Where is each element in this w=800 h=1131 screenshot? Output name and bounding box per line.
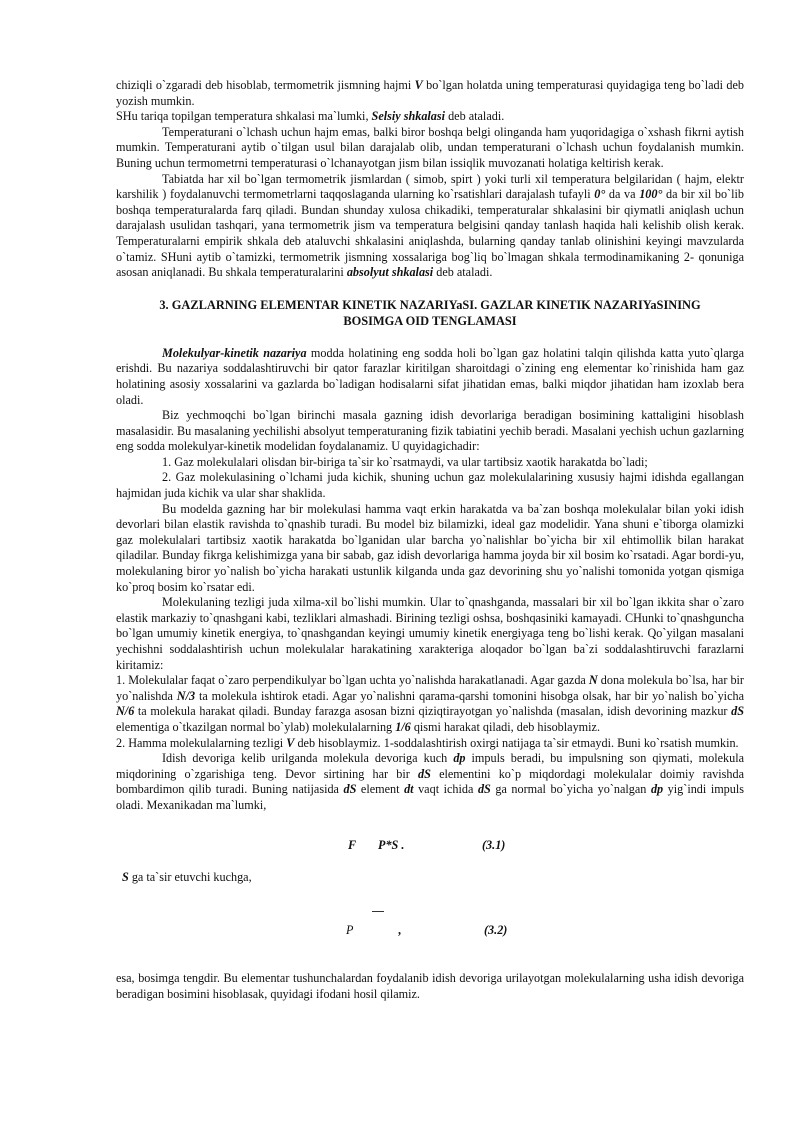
heading-line-2: BOSIMGA OID TENGLAMASI <box>343 313 517 328</box>
term-selsiy: Selsiy shkalasi <box>371 109 446 124</box>
paragraph-1 <box>116 78 744 109</box>
text: da va <box>605 187 640 202</box>
text: ga normal bo`yicha yo`nalgan <box>490 782 651 797</box>
text: modda holatining eng sodda holi bo`lgan gaz holatini talqin qilishda katta yuto`qlarga erishdi. Bu nazariya soddalashtiruvchi bir qator farazlar kiritilgan sharoitdagi o`zining eng elementar ko`rinishida ham gaz holatining asosiy xossalarini va gazlarda bo`ladigan hodisalarni sifat jihatidan emas, balki miqdor jihatidan ham izoxlab bera oladi. <box>116 345 744 407</box>
paragraph-10: esa, bosimga tengdir. Bu elementar tushunchalardan foydalanib idish devoriga urilayotgan molekulalarning usha idish devoriga beradigan bosimini hisoblasak, quyidagi ifodani hosil qilamiz. <box>116 971 744 1001</box>
symbol-100deg: 100° <box>639 187 663 202</box>
eq-rhs: P*S . <box>378 837 405 852</box>
s-line <box>116 870 744 886</box>
symbol-16: 1/6 <box>395 719 411 734</box>
text: deb hisoblaymiz. 1-soddalashtirish oxirgi natijaga ta`sir etmaydi. Buni ko`rsatish mumkin. <box>294 735 739 750</box>
text: deb ataladi. <box>433 265 493 280</box>
equation-number: (3.1) <box>482 837 506 852</box>
eq-lhs: P <box>346 923 354 938</box>
text: ga ta`sir etuvchi kuchga, <box>128 869 252 884</box>
term-absolyut: absolyut shkalasi <box>346 265 434 280</box>
text: ta molekula harakat qiladi. Bunday farazga asosan bizni qiziqtirayotgan yo`nalishda (masalan, idish devorining mazkur <box>134 704 732 719</box>
text: qismi harakat qiladi, deb hisoblaymiz. <box>410 719 600 734</box>
list-item-1: 1. Gaz molekulalari olisdan bir-biriga ta`sir ko`rsatmaydi, va ular tartibsiz xaotik harakatda bo`ladi; <box>162 454 648 469</box>
text: vaqt ichida <box>413 782 478 797</box>
document-page <box>116 78 744 1002</box>
text: elementiga o`tkazilgan normal bo`ylab) molekulalarning <box>116 719 396 734</box>
paragraph-3: Temperaturani o`lchash uchun hajm emas, balki biror boshqa belgi olinganda ham yuqoridagiga o`xshash fikrni aytish mumkin. Temperaturani aytib o`tilgan usul bilan darajalab olib, undan temperaturani o`lchash uchun foydalanish mumkin. Buning uchun termometrni temperaturasi o`lchanayotgan jism bilan issiqlik muvozanati holatiga keltirish kerak. <box>116 124 744 170</box>
paragraph-9 <box>116 751 744 813</box>
list-item-2: 2. Gaz molekulasining o`lchami juda kichik, shuning uchun gaz molekulalarining xususiy hajmi idishda egallangan hajmidan juda kichik va ular shar shaklida. <box>116 470 744 501</box>
text: elementini ko`p miqdordagi molekulalar doimiy ravishda bombardimon qilib turadi. Buning natijasida <box>116 766 744 797</box>
symbol-v: V <box>414 78 423 92</box>
symbol-n3: N/3 <box>176 688 196 703</box>
symbol-dp: dp <box>650 782 664 797</box>
text: ta molekula ishtirok etadi. Agar yo`nalishni qarama-qarshi tomonini hisobga olsak, har bir yo`nalish bo`yicha <box>195 688 744 703</box>
heading-line-1: 3. GAZLARNING ELEMENTAR KINETIK NAZARIYaSI. GAZLAR KINETIK NAZARIYaSINING <box>159 297 701 312</box>
text: dona molekula bo`lsa, har bir yo`nalishda <box>116 673 744 703</box>
symbol-n6: N/6 <box>116 704 135 719</box>
text: yig`indi impuls oladi. Mexanikadan ma`lumki, <box>116 782 745 812</box>
equation-3-2 <box>116 923 744 939</box>
eq-separator: , <box>398 923 402 938</box>
text: impuls beradi, bu impulsning son qiymati, molekula miqdorining o`zgarishiga teng. Devor sirtining har bir <box>116 751 744 781</box>
equation-number: (3.2) <box>484 923 508 938</box>
paragraph-7: Bu modelda gazning har bir molekulasi hamma vaqt erkin harakatda va ba`zan boshqa molekulalar bilan yoki idish devorlari bilan elastik ravishda to`qnashib turadi. Bu model biz bilamizki, ideal gaz modelidir. Yana shuni e`tiborga olamizki gaz molekulalari tartibsiz xaotik harakatda bo`lganidan ular barcha yo`nalishlar bo`yicha bir xil ehtimollik bilan harakat qiladilar. Bunday fikrga kelishimizga yana bir sabab, gaz idish devorlariga hamma joyda bir xil bosim ko`rsatadi. Agar bordi-yu, molekulaning biror yo`nalish bo`yicha harakati ustunlik kilganda unda gaz devorining shu yo`nalishi tomonida yotgan qismiga ko`proq bosim ko`rsatar edi. <box>116 501 744 594</box>
eq-lhs: F <box>348 837 357 852</box>
symbol-ds: dS <box>477 782 491 797</box>
section-heading <box>116 297 744 329</box>
term-mkn: Molekulyar-kinetik nazariya <box>162 345 307 360</box>
text: da bir xil bo`lib boshqa temperaturalarda farq qiladi. Bundan shunday xulosa chikadiki, temperaturalar shkalasini bir qiymatli aniqlash uchun darajalash usulidan tashqari, yana termometrik jism va temperatura belgisini qanday tanlash haqida hali kelishib olish kerak. Temperaturalarni empirik shkala deb ataluvchi shkalasini aniqlashda, bularning qanday tanlab olinishini keyingi mavzularda o`tamiz. SHuni aytib o`tamizki, termometrik jismning xossalariga bog`liq bo`lmagan shkala termodinamikaning 2- qonuniga asosan aniqlanadi. Bu shkala temperaturalarini <box>116 187 744 280</box>
text: element <box>356 782 405 797</box>
symbol-ds: dS <box>343 782 357 797</box>
text: 1. Molekulalar faqat o`zaro perpendikulyar bo`lgan uchta yo`nalishda harakatlanadi. Agar gazda <box>116 673 589 688</box>
symbol-s: S <box>122 869 129 884</box>
text: bo`lgan holatda uning temperaturasi quyidagiga teng bo`ladi deb yozish mumkin. <box>116 78 744 108</box>
equation-3-1 <box>116 838 744 854</box>
text: deb ataladi. <box>445 109 505 124</box>
paragraph-8: Molekulaning tezligi juda xilma-xil bo`lishi mumkin. Ular to`qnashganda, massalari bir xil bo`lgan ikkita shar o`zaro elastik markaziy to`qnashgani kabi, tezliklari almashadi. Birining tezligi oshsa, boshqasiniki kamayadi. CHunki to`qnashguncha bo`lgan umumiy kinetik energiya, to`qnashgandan keyingi umumiy kinetik energiyaga teng bo`lishi kerak. Qo`yilgan masalani yechishni soddalashtirish uchun molekulalar harakatining xarakteriga aloqador bo`lgan ba`zi soddalashtiruvchi farazlarni kiritamiz: <box>116 595 744 672</box>
fraction-bar <box>372 911 384 912</box>
symbol-v: V <box>286 735 295 750</box>
symbol-dp: dp <box>453 751 466 766</box>
assumption-2 <box>116 736 744 752</box>
text: Idish devoriga kelib urilganda molekula devoriga kuch <box>162 751 454 766</box>
text: chiziqli o`zgaradi deb hisoblab, termometrik jismning hajmi <box>116 78 415 92</box>
symbol-n: N <box>588 673 598 688</box>
paragraph-6: Biz yechmoqchi bo`lgan birinchi masala gazning idish devorlariga beradigan bosimining kattaligini hisoblash masalasidir. Bu masalaning yechilishi absolyut temperaturaning fizik tabiatini yechib beradi. Masalani yechish uchun gazlarning eng sodda molekulyar-kinetik modelidan foydalanamiz. U quyidagichadir: <box>116 408 744 454</box>
assumption-1 <box>116 673 744 735</box>
paragraph-2 <box>116 109 744 125</box>
symbol-ds: dS <box>418 766 431 781</box>
text: Tabiatda har xil bo`lgan termometrik jismlardan ( simob, spirt ) yoki turli xil temperatura belgilaridan ( hajm, elektr karshilik ) foydalanuvchi termometrlarni taqqoslaganda ularning ko`rsatishlari darajalash tufayli <box>116 171 744 202</box>
paragraph-5 <box>116 346 744 408</box>
paragraph-4 <box>116 172 744 281</box>
symbol-0deg: 0° <box>594 187 606 202</box>
text: SHu tariqa topilgan temperatura shkalasi ma`lumki, <box>116 109 372 124</box>
text: 2. Hamma molekulalarning tezligi <box>116 735 287 750</box>
symbol-dt: dt <box>404 782 414 797</box>
symbol-ds: dS <box>731 704 744 719</box>
